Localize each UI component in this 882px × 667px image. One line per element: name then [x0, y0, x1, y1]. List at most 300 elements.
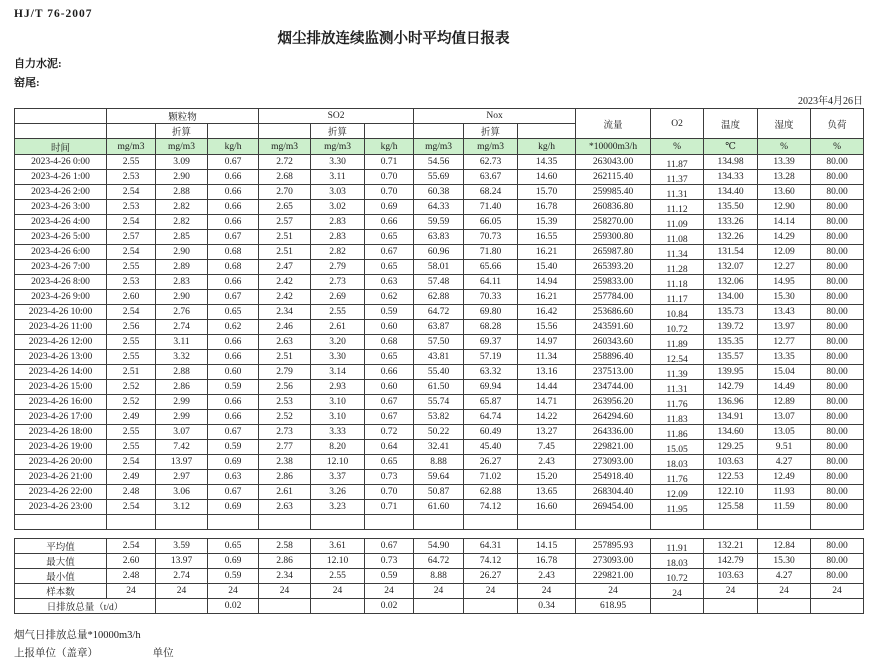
- value-cell: 2.51: [259, 230, 311, 245]
- time-cell: 2023-4-26 19:00: [15, 440, 107, 455]
- value-cell: 0.62: [208, 320, 259, 335]
- value-cell: 2.53: [107, 170, 156, 185]
- value-cell: 142.79: [704, 554, 758, 569]
- company-name: 自力水泥:: [14, 58, 62, 70]
- time-cell: 2023-4-26 2:00: [15, 185, 107, 200]
- value-cell: 15.04: [758, 365, 811, 380]
- time-cell: 2023-4-26 18:00: [15, 425, 107, 440]
- value-cell: 80.00: [811, 320, 864, 335]
- value-cell: 0.66: [208, 395, 259, 410]
- value-cell: 2.51: [107, 365, 156, 380]
- value-cell: 16.78: [518, 200, 576, 215]
- value-cell: 64.72: [414, 554, 464, 569]
- value-cell: 55.69: [414, 170, 464, 185]
- value-cell: 0.72: [365, 425, 414, 440]
- value-cell: 2.83: [311, 230, 365, 245]
- value-cell: 0.67: [208, 485, 259, 500]
- value-cell: 14.49: [758, 380, 811, 395]
- value-cell: 2.68: [259, 170, 311, 185]
- value-cell: 24: [156, 584, 208, 599]
- value-cell: 63.83: [414, 230, 464, 245]
- value-cell: 2.90: [156, 290, 208, 305]
- value-cell: 3.37: [311, 470, 365, 485]
- daily-total-cell: [464, 599, 518, 614]
- value-cell: 13.43: [758, 305, 811, 320]
- value-cell: 11.86: [651, 425, 704, 440]
- value-cell: 2.55: [311, 305, 365, 320]
- hourly-data-row: [15, 320, 864, 335]
- value-cell: 64.33: [414, 200, 464, 215]
- empty-cell: [704, 515, 758, 530]
- unit-cell: mg/m3: [414, 139, 464, 155]
- daily-total-cell: [758, 599, 811, 614]
- daily-total-cell: [811, 599, 864, 614]
- value-cell: 142.79: [704, 380, 758, 395]
- value-cell: 10.72: [651, 320, 704, 335]
- value-cell: 2.43: [518, 569, 576, 584]
- value-cell: 13.16: [518, 365, 576, 380]
- hourly-data-row: [15, 335, 864, 350]
- value-cell: 2.52: [259, 410, 311, 425]
- value-cell: 57.50: [414, 335, 464, 350]
- time-cell: 2023-4-26 13:00: [15, 350, 107, 365]
- time-cell: 2023-4-26 4:00: [15, 215, 107, 230]
- value-cell: 11.09: [651, 215, 704, 230]
- value-cell: 13.65: [518, 485, 576, 500]
- value-cell: 0.65: [365, 455, 414, 470]
- empty-cell: [576, 515, 651, 530]
- hourly-data-row: [15, 275, 864, 290]
- time-cell: 2023-4-26 12:00: [15, 335, 107, 350]
- value-cell: 0.69: [365, 200, 414, 215]
- value-cell: 62.88: [464, 485, 518, 500]
- value-cell: 3.11: [156, 335, 208, 350]
- value-cell: 259985.40: [576, 185, 651, 200]
- value-cell: 2.55: [107, 260, 156, 275]
- value-cell: 11.31: [651, 380, 704, 395]
- value-cell: 0.71: [365, 500, 414, 515]
- value-cell: 13.07: [758, 410, 811, 425]
- value-cell: 11.91: [651, 539, 704, 554]
- value-cell: 0.70: [365, 185, 414, 200]
- value-cell: 45.40: [464, 440, 518, 455]
- value-cell: 4.27: [758, 455, 811, 470]
- value-cell: 262115.40: [576, 170, 651, 185]
- time-cell: 2023-4-26 15:00: [15, 380, 107, 395]
- value-cell: 11.17: [651, 290, 704, 305]
- value-cell: 0.65: [365, 260, 414, 275]
- value-cell: 2.88: [156, 365, 208, 380]
- value-cell: 54.56: [414, 155, 464, 170]
- value-cell: 0.66: [208, 335, 259, 350]
- time-cell: 2023-4-26 5:00: [15, 230, 107, 245]
- value-cell: 3.10: [311, 395, 365, 410]
- report-title: 烟尘排放连续监测小时平均值日报表: [277, 31, 510, 47]
- value-cell: 0.67: [365, 245, 414, 260]
- value-cell: 14.22: [518, 410, 576, 425]
- value-cell: 59.59: [414, 215, 464, 230]
- value-cell: 63.32: [464, 365, 518, 380]
- summary-row: [15, 554, 864, 569]
- value-cell: 2.63: [259, 500, 311, 515]
- value-cell: 0.70: [365, 485, 414, 500]
- value-cell: 2.79: [311, 260, 365, 275]
- value-cell: 24: [518, 584, 576, 599]
- value-cell: 2.52: [107, 380, 156, 395]
- subheader-converted-so2: 折算: [311, 124, 365, 139]
- value-cell: 103.63: [704, 455, 758, 470]
- value-cell: 10.84: [651, 305, 704, 320]
- summary-table: [14, 538, 864, 614]
- value-cell: 122.10: [704, 485, 758, 500]
- value-cell: 0.69: [208, 500, 259, 515]
- value-cell: 80.00: [811, 215, 864, 230]
- value-cell: 64.11: [464, 275, 518, 290]
- value-cell: 24: [758, 584, 811, 599]
- hourly-data-row: [15, 365, 864, 380]
- value-cell: 14.60: [518, 170, 576, 185]
- hourly-data-row: [15, 470, 864, 485]
- value-cell: 259833.00: [576, 275, 651, 290]
- value-cell: 11.28: [651, 260, 704, 275]
- time-column-header: 时间: [15, 139, 107, 155]
- value-cell: 8.88: [414, 455, 464, 470]
- value-cell: 134.98: [704, 155, 758, 170]
- hourly-data-row: [15, 380, 864, 395]
- value-cell: 0.66: [208, 410, 259, 425]
- value-cell: 2.73: [259, 425, 311, 440]
- value-cell: 58.01: [414, 260, 464, 275]
- value-cell: 2.54: [107, 305, 156, 320]
- value-cell: 80.00: [811, 200, 864, 215]
- unit-cell: mg/m3: [107, 139, 156, 155]
- value-cell: 69.37: [464, 335, 518, 350]
- value-cell: 14.29: [758, 230, 811, 245]
- unit-cell: kg/h: [365, 139, 414, 155]
- value-cell: 3.32: [156, 350, 208, 365]
- value-cell: 0.66: [365, 365, 414, 380]
- value-cell: 2.86: [259, 470, 311, 485]
- value-cell: 132.26: [704, 230, 758, 245]
- value-cell: 80.00: [811, 365, 864, 380]
- value-cell: 54.90: [414, 539, 464, 554]
- hourly-data-row: [15, 410, 864, 425]
- value-cell: 2.46: [259, 320, 311, 335]
- value-cell: 3.59: [156, 539, 208, 554]
- value-cell: 8.20: [311, 440, 365, 455]
- value-cell: 80.00: [811, 455, 864, 470]
- value-cell: 2.34: [259, 305, 311, 320]
- value-cell: 103.63: [704, 569, 758, 584]
- value-cell: 2.47: [259, 260, 311, 275]
- value-cell: 2.88: [156, 185, 208, 200]
- value-cell: 13.05: [758, 425, 811, 440]
- value-cell: 2.72: [259, 155, 311, 170]
- value-cell: 12.89: [758, 395, 811, 410]
- value-cell: 2.74: [156, 320, 208, 335]
- unit-cell: %: [651, 139, 704, 155]
- value-cell: 265987.80: [576, 245, 651, 260]
- hourly-data-row: [15, 185, 864, 200]
- value-cell: 65.66: [464, 260, 518, 275]
- value-cell: 69.80: [464, 305, 518, 320]
- value-cell: 24: [704, 584, 758, 599]
- value-cell: 2.51: [259, 245, 311, 260]
- value-cell: 2.51: [259, 350, 311, 365]
- value-cell: 24: [651, 584, 704, 599]
- value-cell: 15.05: [651, 440, 704, 455]
- value-cell: 15.56: [518, 320, 576, 335]
- value-cell: 0.73: [365, 554, 414, 569]
- value-cell: 229821.00: [576, 569, 651, 584]
- header-blank-cell: [107, 124, 156, 139]
- value-cell: 11.18: [651, 275, 704, 290]
- value-cell: 243591.60: [576, 320, 651, 335]
- value-cell: 11.12: [651, 200, 704, 215]
- value-cell: 69.94: [464, 380, 518, 395]
- daily-total-cell: 0.34: [518, 599, 576, 614]
- value-cell: 14.35: [518, 155, 576, 170]
- daily-total-cell: 0.02: [365, 599, 414, 614]
- value-cell: 0.68: [208, 260, 259, 275]
- value-cell: 24: [811, 584, 864, 599]
- daily-total-cell: [156, 599, 208, 614]
- value-cell: 133.26: [704, 215, 758, 230]
- table-gap: [14, 530, 868, 537]
- value-cell: 68.24: [464, 185, 518, 200]
- value-cell: 3.03: [311, 185, 365, 200]
- value-cell: 11.93: [758, 485, 811, 500]
- value-cell: 2.34: [259, 569, 311, 584]
- value-cell: 64.74: [464, 410, 518, 425]
- value-cell: 2.86: [156, 380, 208, 395]
- value-cell: 64.72: [414, 305, 464, 320]
- value-cell: 18.03: [651, 455, 704, 470]
- value-cell: 253686.60: [576, 305, 651, 320]
- value-cell: 62.88: [414, 290, 464, 305]
- value-cell: 139.95: [704, 365, 758, 380]
- time-cell: 2023-4-26 10:00: [15, 305, 107, 320]
- value-cell: 260836.80: [576, 200, 651, 215]
- value-cell: 2.54: [107, 185, 156, 200]
- value-cell: 0.60: [365, 380, 414, 395]
- value-cell: 3.61: [311, 539, 365, 554]
- value-cell: 14.71: [518, 395, 576, 410]
- value-cell: 13.97: [156, 554, 208, 569]
- value-cell: 74.12: [464, 500, 518, 515]
- value-cell: 2.55: [107, 440, 156, 455]
- empty-row: [15, 515, 864, 530]
- unit-cell: kg/h: [518, 139, 576, 155]
- value-cell: 2.57: [107, 230, 156, 245]
- value-cell: 80.00: [811, 539, 864, 554]
- value-cell: 80.00: [811, 275, 864, 290]
- value-cell: 24: [208, 584, 259, 599]
- value-cell: 134.60: [704, 425, 758, 440]
- standard-code: HJ/T 76-2007: [14, 8, 93, 20]
- value-cell: 24: [365, 584, 414, 599]
- unit-cell: %: [811, 139, 864, 155]
- time-cell: 2023-4-26 17:00: [15, 410, 107, 425]
- hourly-data-row: [15, 440, 864, 455]
- value-cell: 14.44: [518, 380, 576, 395]
- value-cell: 2.38: [259, 455, 311, 470]
- value-cell: 80.00: [811, 155, 864, 170]
- value-cell: 132.21: [704, 539, 758, 554]
- value-cell: 80.00: [811, 470, 864, 485]
- value-cell: 0.66: [208, 350, 259, 365]
- value-cell: 2.57: [259, 215, 311, 230]
- value-cell: 0.65: [208, 305, 259, 320]
- value-cell: 0.66: [208, 215, 259, 230]
- time-cell: 2023-4-26 1:00: [15, 170, 107, 185]
- value-cell: 80.00: [811, 395, 864, 410]
- value-cell: 0.67: [208, 230, 259, 245]
- value-cell: 11.08: [651, 230, 704, 245]
- value-cell: 2.60: [107, 554, 156, 569]
- value-cell: 13.60: [758, 185, 811, 200]
- unit-cell: mg/m3: [464, 139, 518, 155]
- group-header-nox: Nox: [414, 109, 576, 124]
- value-cell: 15.40: [518, 260, 576, 275]
- empty-cell: [464, 515, 518, 530]
- value-cell: 0.65: [208, 539, 259, 554]
- value-cell: 122.53: [704, 470, 758, 485]
- value-cell: 12.10: [311, 455, 365, 470]
- unit-cell: mg/m3: [259, 139, 311, 155]
- value-cell: 55.74: [414, 395, 464, 410]
- value-cell: 3.09: [156, 155, 208, 170]
- value-cell: 257784.00: [576, 290, 651, 305]
- value-cell: 7.45: [518, 440, 576, 455]
- value-cell: 32.41: [414, 440, 464, 455]
- value-cell: 14.95: [758, 275, 811, 290]
- value-cell: 80.00: [811, 440, 864, 455]
- col-header-load: 负荷: [811, 109, 864, 139]
- value-cell: 26.27: [464, 455, 518, 470]
- value-cell: 11.76: [651, 470, 704, 485]
- summary-label: 平均值: [15, 539, 107, 554]
- value-cell: 263043.00: [576, 155, 651, 170]
- value-cell: 11.87: [651, 155, 704, 170]
- value-cell: 14.97: [518, 335, 576, 350]
- value-cell: 2.83: [311, 215, 365, 230]
- value-cell: 65.87: [464, 395, 518, 410]
- value-cell: 2.49: [107, 410, 156, 425]
- value-cell: 11.89: [651, 335, 704, 350]
- value-cell: 234744.00: [576, 380, 651, 395]
- header-blank-cell: [518, 124, 576, 139]
- value-cell: 71.02: [464, 470, 518, 485]
- monitoring-point: 窑尾:: [14, 77, 40, 89]
- value-cell: 12.27: [758, 260, 811, 275]
- subheader-converted-nox: 折算: [464, 124, 518, 139]
- value-cell: 63.87: [414, 320, 464, 335]
- value-cell: 2.43: [518, 455, 576, 470]
- value-cell: 2.85: [156, 230, 208, 245]
- value-cell: 4.27: [758, 569, 811, 584]
- value-cell: 3.20: [311, 335, 365, 350]
- col-header-flow: 流量: [576, 109, 651, 139]
- value-cell: 59.64: [414, 470, 464, 485]
- value-cell: 2.90: [156, 170, 208, 185]
- summary-label: 最大值: [15, 554, 107, 569]
- value-cell: 11.95: [651, 500, 704, 515]
- hourly-data-row: [15, 200, 864, 215]
- unit-cell: *10000m3/h: [576, 139, 651, 155]
- hourly-data-row: [15, 485, 864, 500]
- value-cell: 13.27: [518, 425, 576, 440]
- value-cell: 15.39: [518, 215, 576, 230]
- value-cell: 0.66: [208, 185, 259, 200]
- value-cell: 273093.00: [576, 455, 651, 470]
- hourly-data-row: [15, 260, 864, 275]
- value-cell: 8.88: [414, 569, 464, 584]
- value-cell: 11.31: [651, 185, 704, 200]
- value-cell: 2.90: [156, 245, 208, 260]
- value-cell: 2.76: [156, 305, 208, 320]
- value-cell: 3.30: [311, 350, 365, 365]
- value-cell: 11.34: [651, 245, 704, 260]
- value-cell: 0.71: [365, 155, 414, 170]
- value-cell: 0.64: [365, 440, 414, 455]
- value-cell: 0.66: [208, 275, 259, 290]
- value-cell: 24: [259, 584, 311, 599]
- value-cell: 134.40: [704, 185, 758, 200]
- value-cell: 2.79: [259, 365, 311, 380]
- group-header-so2: SO2: [259, 109, 414, 124]
- value-cell: 11.37: [651, 170, 704, 185]
- value-cell: 80.00: [811, 350, 864, 365]
- hourly-data-row: [15, 290, 864, 305]
- value-cell: 0.66: [208, 170, 259, 185]
- unit-cell: kg/h: [208, 139, 259, 155]
- value-cell: 7.42: [156, 440, 208, 455]
- empty-cell: [156, 515, 208, 530]
- value-cell: 2.99: [156, 395, 208, 410]
- value-cell: 12.09: [758, 245, 811, 260]
- value-cell: 135.35: [704, 335, 758, 350]
- daily-total-cell: [414, 599, 464, 614]
- hourly-data-row: [15, 170, 864, 185]
- value-cell: 2.49: [107, 470, 156, 485]
- value-cell: 12.90: [758, 200, 811, 215]
- time-cell: 2023-4-26 11:00: [15, 320, 107, 335]
- value-cell: 14.15: [518, 539, 576, 554]
- value-cell: 80.00: [811, 260, 864, 275]
- hourly-data-row: [15, 455, 864, 470]
- value-cell: 229821.00: [576, 440, 651, 455]
- subheader-converted-pm: 折算: [156, 124, 208, 139]
- daily-total-cell: 0.02: [208, 599, 259, 614]
- value-cell: 3.07: [156, 425, 208, 440]
- value-cell: 0.67: [208, 155, 259, 170]
- value-cell: 264294.60: [576, 410, 651, 425]
- value-cell: 3.30: [311, 155, 365, 170]
- hourly-data-row: [15, 230, 864, 245]
- value-cell: 259300.80: [576, 230, 651, 245]
- value-cell: 2.53: [107, 200, 156, 215]
- value-cell: 2.65: [259, 200, 311, 215]
- value-cell: 0.60: [365, 320, 414, 335]
- empty-cell: [651, 515, 704, 530]
- report-unit-label: 上报单位（盖章）: [14, 648, 98, 659]
- value-cell: 2.63: [259, 335, 311, 350]
- value-cell: 80.00: [811, 230, 864, 245]
- value-cell: 13.39: [758, 155, 811, 170]
- summary-row: [15, 539, 864, 554]
- header-blank-cell: [15, 124, 107, 139]
